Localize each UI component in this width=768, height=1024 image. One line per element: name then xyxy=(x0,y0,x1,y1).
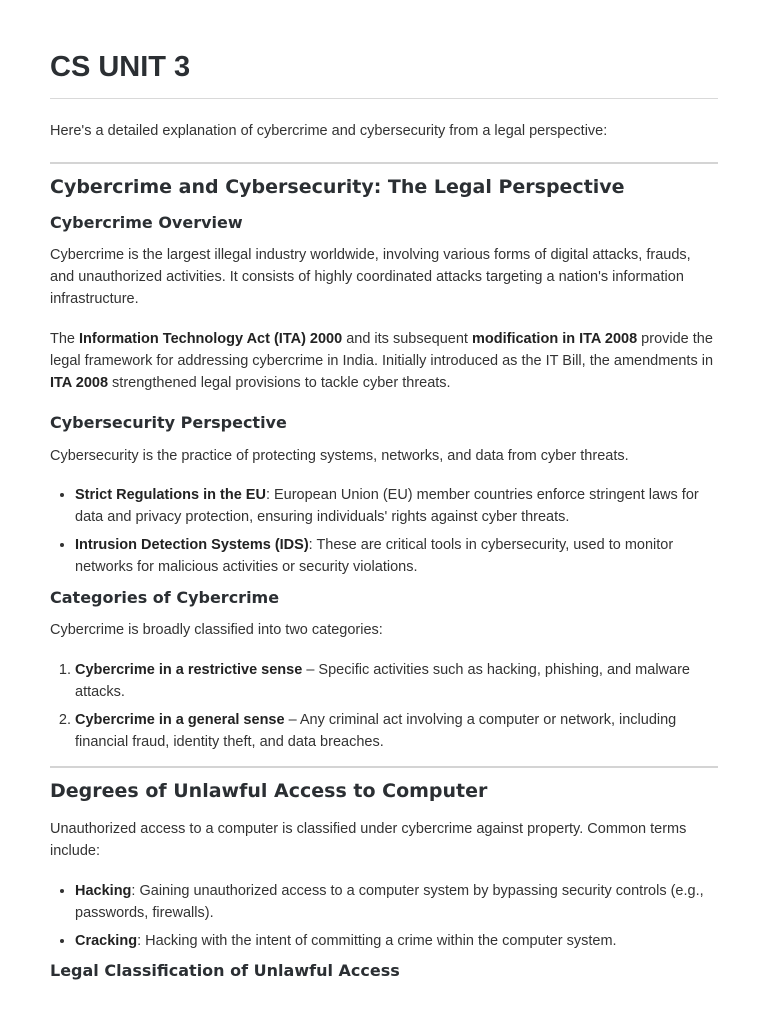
list-item xyxy=(75,659,718,703)
list-item-text: – Specific activities such as hacking, phishing, and malware attacks. xyxy=(75,662,690,700)
title-divider xyxy=(50,98,718,99)
list-item xyxy=(75,709,718,753)
document-title: CS UNIT 3 xyxy=(50,51,191,83)
ita-text-2: and its subsequent xyxy=(342,331,472,347)
section-divider xyxy=(50,162,718,164)
list-item-bold: Cracking xyxy=(75,933,138,949)
categories-paragraph: Cybercrime is broadly classified into two categories: xyxy=(50,622,383,638)
ita-bold-2: modification in ITA 2008 xyxy=(471,331,638,347)
list-item-text: : European Union (EU) member countries enforce stringent laws for data and privacy protection, ensuring individuals' rights against cyber threats. xyxy=(75,487,699,525)
categories-list xyxy=(50,659,718,753)
perspective-paragraph: Cybersecurity is the practice of protecting systems, networks, and data from cyber threats. xyxy=(50,448,629,464)
list-item-bold: Hacking xyxy=(75,883,132,899)
ita-text-3: provide the legal framework for addressing cybercrime in India. Initially introduced as the IT Bill, the amendments in xyxy=(50,331,714,369)
unlawful-access-paragraph: Unauthorized access to a computer is classified under cybercrime against property. Common terms include: xyxy=(50,821,687,859)
ita-bold-3: ITA 2008 xyxy=(50,375,109,391)
ita-bold-1: Information Technology Act (ITA) 2000 xyxy=(79,331,343,347)
list-item-text: – Any criminal act involving a computer or network, including financial fraud, identity theft, and data breaches. xyxy=(75,712,677,750)
list-item-text: : These are critical tools in cybersecurity, used to monitor networks for malicious activities or security violations. xyxy=(75,537,674,575)
subheading-cybersecurity-perspective: Cybersecurity Perspective xyxy=(50,413,287,432)
perspective-list xyxy=(50,484,718,578)
section-heading-unlawful-access: Degrees of Unlawful Access to Computer xyxy=(50,780,488,802)
section-divider xyxy=(50,766,718,768)
list-item xyxy=(75,930,718,952)
list-item-bold: Strict Regulations in the EU xyxy=(75,487,266,503)
subheading-categories: Categories of Cybercrime xyxy=(50,588,280,607)
list-item xyxy=(75,534,718,578)
ita-text-4: strengthened legal provisions to tackle cyber threats. xyxy=(108,375,451,391)
ita-text-1: The xyxy=(50,331,80,347)
list-item-text: : Gaining unauthorized access to a computer system by bypassing security controls (e.g., passwords, firewalls). xyxy=(75,883,704,921)
ita-paragraph xyxy=(50,328,718,394)
list-item-text: : Hacking with the intent of committing a crime within the computer system. xyxy=(137,933,617,949)
list-item xyxy=(75,484,718,528)
list-item-bold: Intrusion Detection Systems (IDS) xyxy=(75,537,309,553)
unlawful-access-list xyxy=(50,880,718,952)
document-page xyxy=(50,0,718,982)
list-item-bold: Cybercrime in a general sense xyxy=(75,712,285,728)
list-item xyxy=(75,880,718,924)
list-item-bold: Cybercrime in a restrictive sense xyxy=(75,662,303,678)
intro-paragraph: Here's a detailed explanation of cybercrime and cybersecurity from a legal perspective: xyxy=(50,123,608,139)
subheading-cybercrime-overview: Cybercrime Overview xyxy=(50,213,243,232)
section-heading-legal-perspective: Cybercrime and Cybersecurity: The Legal Perspective xyxy=(50,176,625,198)
subheading-legal-classification: Legal Classification of Unlawful Access xyxy=(50,961,400,980)
overview-paragraph: Cybercrime is the largest illegal industry worldwide, involving various forms of digital attacks, frauds, and unauthorized activities. It consists of highly coordinated attacks targeting a nation's information infrastructure. xyxy=(50,247,691,307)
